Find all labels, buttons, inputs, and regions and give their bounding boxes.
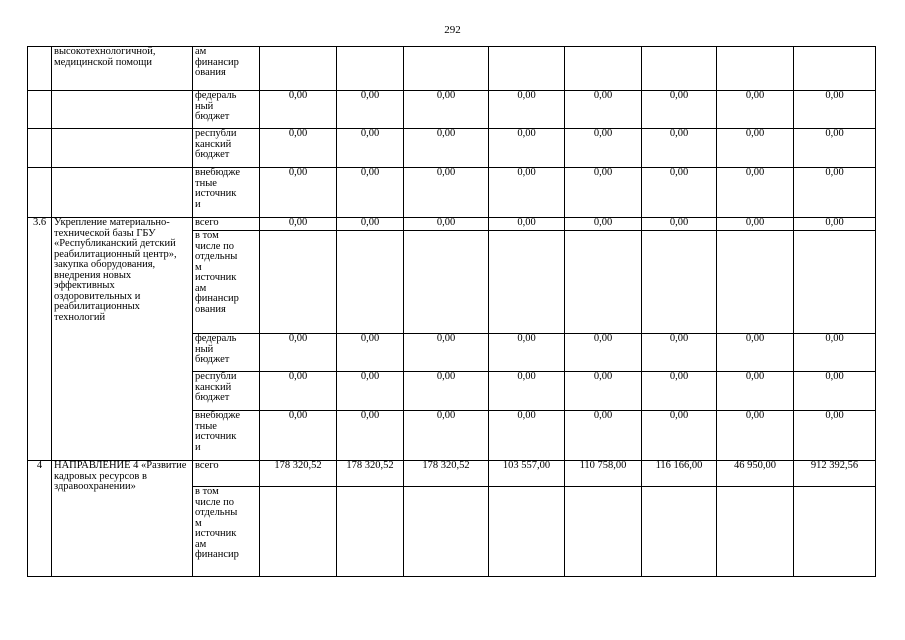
value-cell: 0,00 <box>642 372 717 411</box>
source-line: финансир <box>195 293 239 304</box>
table-row <box>28 91 876 129</box>
source-line: финансир <box>195 549 239 560</box>
value-cell: 0,00 <box>489 168 565 218</box>
value-cell: 178 320,52 <box>337 461 404 487</box>
value-cell: 0,00 <box>337 334 404 372</box>
value-cell: 0,00 <box>794 129 876 168</box>
value-cell: 116 166,00 <box>642 461 717 487</box>
value-cell: 0,00 <box>337 218 404 231</box>
index-cell <box>28 168 52 218</box>
source-line: и <box>195 198 201 210</box>
source-cell <box>193 47 260 91</box>
value-cell: 0,00 <box>717 168 794 218</box>
source-line: ный <box>195 343 214 355</box>
value-cell: 0,00 <box>404 372 489 411</box>
table-row <box>28 461 876 487</box>
value-cell: 0,00 <box>404 168 489 218</box>
table-row <box>28 129 876 168</box>
index-cell <box>28 129 52 168</box>
value-cell <box>337 47 404 91</box>
source-cell <box>193 129 260 168</box>
source-cell <box>193 487 260 577</box>
source-line: м <box>195 517 202 529</box>
value-cell <box>260 47 337 91</box>
value-cell: 0,00 <box>260 168 337 218</box>
value-cell: 0,00 <box>337 168 404 218</box>
value-cell: 0,00 <box>565 91 642 129</box>
value-cell: 0,00 <box>717 129 794 168</box>
source-cell <box>193 231 260 334</box>
page-number: 292 <box>444 24 461 36</box>
name-cell <box>52 168 193 218</box>
source-line: источник <box>195 272 237 283</box>
source-line: в том <box>195 486 219 497</box>
value-cell: 0,00 <box>565 129 642 168</box>
value-cell <box>489 487 565 577</box>
value-cell: 0,00 <box>642 411 717 461</box>
source-line: федераль <box>195 90 237 101</box>
table-row <box>28 47 876 91</box>
source-line: канский <box>195 381 232 393</box>
value-cell: 178 320,52 <box>404 461 489 487</box>
value-cell: 0,00 <box>260 411 337 461</box>
value-cell: 0,00 <box>565 334 642 372</box>
value-cell: 0,00 <box>717 334 794 372</box>
value-cell <box>794 487 876 577</box>
value-cell: 0,00 <box>794 334 876 372</box>
source-cell <box>193 334 260 372</box>
source-line: источник <box>195 528 237 539</box>
financing-table <box>27 46 876 577</box>
value-cell <box>489 47 565 91</box>
value-cell: 0,00 <box>260 218 337 231</box>
value-cell: 0,00 <box>794 168 876 218</box>
source-line: тные <box>195 177 217 189</box>
value-cell: 0,00 <box>337 91 404 129</box>
name-cell <box>52 91 193 129</box>
source-cell: всего <box>193 218 260 231</box>
value-cell <box>489 231 565 334</box>
value-cell: 0,00 <box>642 91 717 129</box>
value-cell: 46 950,00 <box>717 461 794 487</box>
value-cell: 0,00 <box>642 129 717 168</box>
value-cell: 0,00 <box>489 372 565 411</box>
value-cell: 103 557,00 <box>489 461 565 487</box>
value-cell <box>794 231 876 334</box>
value-cell: 0,00 <box>404 218 489 231</box>
value-cell <box>642 487 717 577</box>
name-cell <box>52 129 193 168</box>
value-cell <box>642 47 717 91</box>
value-cell <box>717 231 794 334</box>
source-line: ам <box>195 538 207 550</box>
value-cell <box>565 231 642 334</box>
value-cell: 110 758,00 <box>565 461 642 487</box>
value-cell: 0,00 <box>337 372 404 411</box>
source-line: бюджет <box>195 111 230 122</box>
value-cell: 0,00 <box>489 91 565 129</box>
value-cell: 0,00 <box>404 91 489 129</box>
source-line: канский <box>195 138 232 150</box>
source-line: республи <box>195 371 237 382</box>
source-line: республи <box>195 128 237 139</box>
source-line: бюджет <box>195 149 230 160</box>
source-line: бюджет <box>195 354 230 365</box>
value-cell <box>404 231 489 334</box>
value-cell: 0,00 <box>794 372 876 411</box>
value-cell: 0,00 <box>642 168 717 218</box>
value-cell: 0,00 <box>260 334 337 372</box>
value-cell: 0,00 <box>717 218 794 231</box>
value-cell: 0,00 <box>260 372 337 411</box>
value-cell <box>337 487 404 577</box>
index-cell <box>28 47 52 91</box>
source-cell <box>193 91 260 129</box>
value-cell <box>565 487 642 577</box>
source-line: ования <box>195 67 226 78</box>
source-cell <box>193 411 260 461</box>
value-cell <box>404 47 489 91</box>
value-cell: 0,00 <box>717 91 794 129</box>
value-cell: 0,00 <box>794 91 876 129</box>
source-line: в том <box>195 230 219 241</box>
value-cell: 0,00 <box>642 218 717 231</box>
row-index: 4 <box>28 461 52 577</box>
measure-name: Укрепление материально-технической базы ГБУ «Республиканский детский реабилитационный центр», закупка оборудования, внедрения новых эффективных оздоровительных и реабилитационных технологий <box>52 218 193 461</box>
source-line: ам <box>195 282 207 294</box>
source-line: и <box>195 441 201 453</box>
row-index: 3.6 <box>28 218 52 461</box>
source-line: бюджет <box>195 392 230 403</box>
value-cell: 0,00 <box>642 334 717 372</box>
value-cell <box>717 47 794 91</box>
value-cell: 0,00 <box>717 372 794 411</box>
value-cell <box>642 231 717 334</box>
value-cell: 0,00 <box>489 129 565 168</box>
value-cell: 0,00 <box>565 411 642 461</box>
table-row <box>28 218 876 231</box>
value-cell: 178 320,52 <box>260 461 337 487</box>
source-line: внебюдже <box>195 167 241 178</box>
value-cell: 0,00 <box>404 129 489 168</box>
value-cell: 0,00 <box>489 334 565 372</box>
source-line: федераль <box>195 333 237 344</box>
source-line: ам <box>195 46 207 57</box>
index-cell <box>28 91 52 129</box>
source-line: ный <box>195 100 214 112</box>
value-cell <box>565 47 642 91</box>
measure-name: высокотехнологичной, медицинской помощи <box>52 47 193 91</box>
value-cell: 0,00 <box>565 372 642 411</box>
value-cell: 0,00 <box>260 129 337 168</box>
measure-name: НАПРАВЛЕНИЕ 4 «Развитие кадровых ресурсов в здравоохранении» <box>52 461 193 577</box>
value-cell <box>260 487 337 577</box>
source-line: внебюдже <box>195 410 241 421</box>
source-line: ования <box>195 303 226 315</box>
value-cell: 0,00 <box>794 218 876 231</box>
value-cell: 0,00 <box>717 411 794 461</box>
value-cell: 0,00 <box>489 411 565 461</box>
value-cell: 0,00 <box>794 411 876 461</box>
table-row <box>28 168 876 218</box>
value-cell: 0,00 <box>337 411 404 461</box>
value-cell: 0,00 <box>565 168 642 218</box>
value-cell: 0,00 <box>404 334 489 372</box>
value-cell <box>717 487 794 577</box>
source-cell <box>193 372 260 411</box>
source-line: тные <box>195 420 217 432</box>
value-cell: 0,00 <box>337 129 404 168</box>
value-cell <box>404 487 489 577</box>
source-cell <box>193 168 260 218</box>
value-cell <box>337 231 404 334</box>
value-cell: 912 392,56 <box>794 461 876 487</box>
source-line: источник <box>195 188 237 199</box>
source-cell: всего <box>193 461 260 487</box>
source-line: числе по <box>195 240 234 252</box>
value-cell <box>794 47 876 91</box>
source-line: отдельны <box>195 507 238 518</box>
value-cell <box>260 231 337 334</box>
source-line: отдельны <box>195 251 238 262</box>
source-line: источник <box>195 431 237 442</box>
source-line: м <box>195 261 202 273</box>
value-cell: 0,00 <box>489 218 565 231</box>
source-line: числе по <box>195 496 234 508</box>
value-cell: 0,00 <box>565 218 642 231</box>
value-cell: 0,00 <box>260 91 337 129</box>
value-cell: 0,00 <box>404 411 489 461</box>
source-line: финансир <box>195 56 239 68</box>
